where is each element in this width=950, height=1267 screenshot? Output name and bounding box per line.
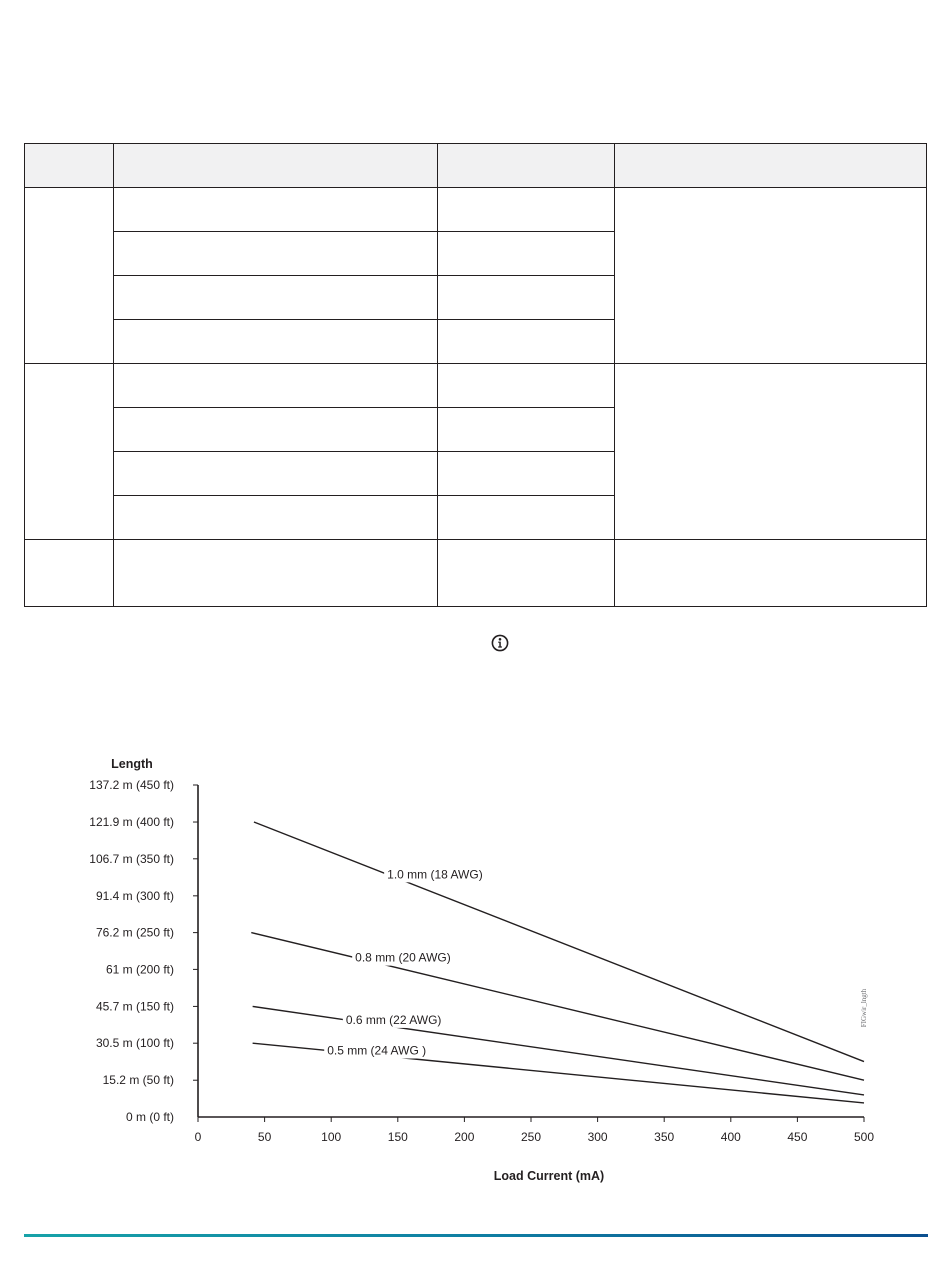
table-row: [25, 364, 927, 408]
x-tick-label: 450: [787, 1130, 808, 1144]
x-tick-label: 50: [257, 1130, 272, 1144]
wire-length-chart: [0, 740, 950, 1200]
figure-code: FIGwir_lngth: [860, 988, 868, 1028]
table-row: [25, 540, 927, 607]
spec-table: [24, 143, 927, 607]
header-cell: [615, 144, 927, 188]
x-tick-label: 250: [520, 1130, 542, 1144]
table-cell: [438, 540, 615, 607]
table-cell: [114, 320, 438, 364]
group-note-cell: [615, 364, 927, 540]
header-cell: [438, 144, 615, 188]
table-header-row: [25, 144, 927, 188]
x-tick-label: 400: [720, 1130, 741, 1144]
info-circle-icon: [490, 633, 510, 653]
table-cell: [114, 364, 438, 408]
x-tick-label: 500: [853, 1130, 875, 1144]
y-tick-label: 121.9 m (400 ft): [89, 815, 174, 830]
table-cell: [114, 408, 438, 452]
y-tick-label: 137.2 m (450 ft): [89, 778, 174, 792]
table-cell: [438, 232, 615, 276]
y-tick-label: 30.5 m (100 ft): [95, 1036, 174, 1051]
table-cell: [438, 320, 615, 364]
table-cell: [438, 452, 615, 496]
table-cell: [114, 232, 438, 276]
x-tick-label: 200: [454, 1130, 475, 1144]
series-label: 0.6 mm (22 AWG): [345, 1012, 442, 1027]
group-label-cell: [25, 540, 114, 607]
header-cell: [25, 144, 114, 188]
group-note-cell: [615, 188, 927, 364]
y-tick-label: 15.2 m (50 ft): [102, 1073, 174, 1088]
y-tick-label: 76.2 m (250 ft): [95, 925, 174, 940]
header-cell: [114, 144, 438, 188]
group-label-cell: [25, 188, 114, 364]
y-tick-label: 45.7 m (150 ft): [95, 999, 174, 1014]
x-tick-label: 0: [194, 1130, 202, 1144]
table-cell: [114, 496, 438, 540]
x-tick-label: 150: [387, 1130, 408, 1144]
group-note-cell: [615, 540, 927, 607]
series-label: 1.0 mm (18 AWG): [387, 867, 483, 882]
series-label: 0.5 mm (24 AWG ): [327, 1043, 427, 1058]
table-cell: [438, 408, 615, 452]
footer-rule: [24, 1234, 928, 1237]
y-tick-label: 61 m (200 ft): [105, 962, 174, 977]
y-tick-label: 106.7 m (350 ft): [89, 851, 174, 866]
x-tick-label: 350: [654, 1130, 675, 1144]
table-cell: [114, 188, 438, 232]
series-lines: [251, 822, 864, 1103]
y-axis-label: Length: [111, 757, 153, 771]
x-tick-label: 100: [321, 1130, 342, 1144]
y-axis: [89, 778, 198, 1124]
table-cell: [438, 364, 615, 408]
group-label-cell: [25, 364, 114, 540]
x-axis-label: Load Current (mA): [493, 1169, 605, 1183]
series-label: 0.8 mm (20 AWG): [355, 950, 451, 965]
x-tick-label: 300: [587, 1130, 608, 1144]
table-row: [25, 188, 927, 232]
table-cell: [438, 188, 615, 232]
table-cell: [438, 496, 615, 540]
y-tick-label: 91.4 m (300 ft): [95, 888, 174, 903]
table-cell: [438, 276, 615, 320]
table-cell: [114, 540, 438, 607]
x-axis: [195, 1117, 875, 1144]
y-tick-label: 0 m (0 ft): [125, 1110, 174, 1124]
table-cell: [114, 452, 438, 496]
table-cell: [114, 276, 438, 320]
